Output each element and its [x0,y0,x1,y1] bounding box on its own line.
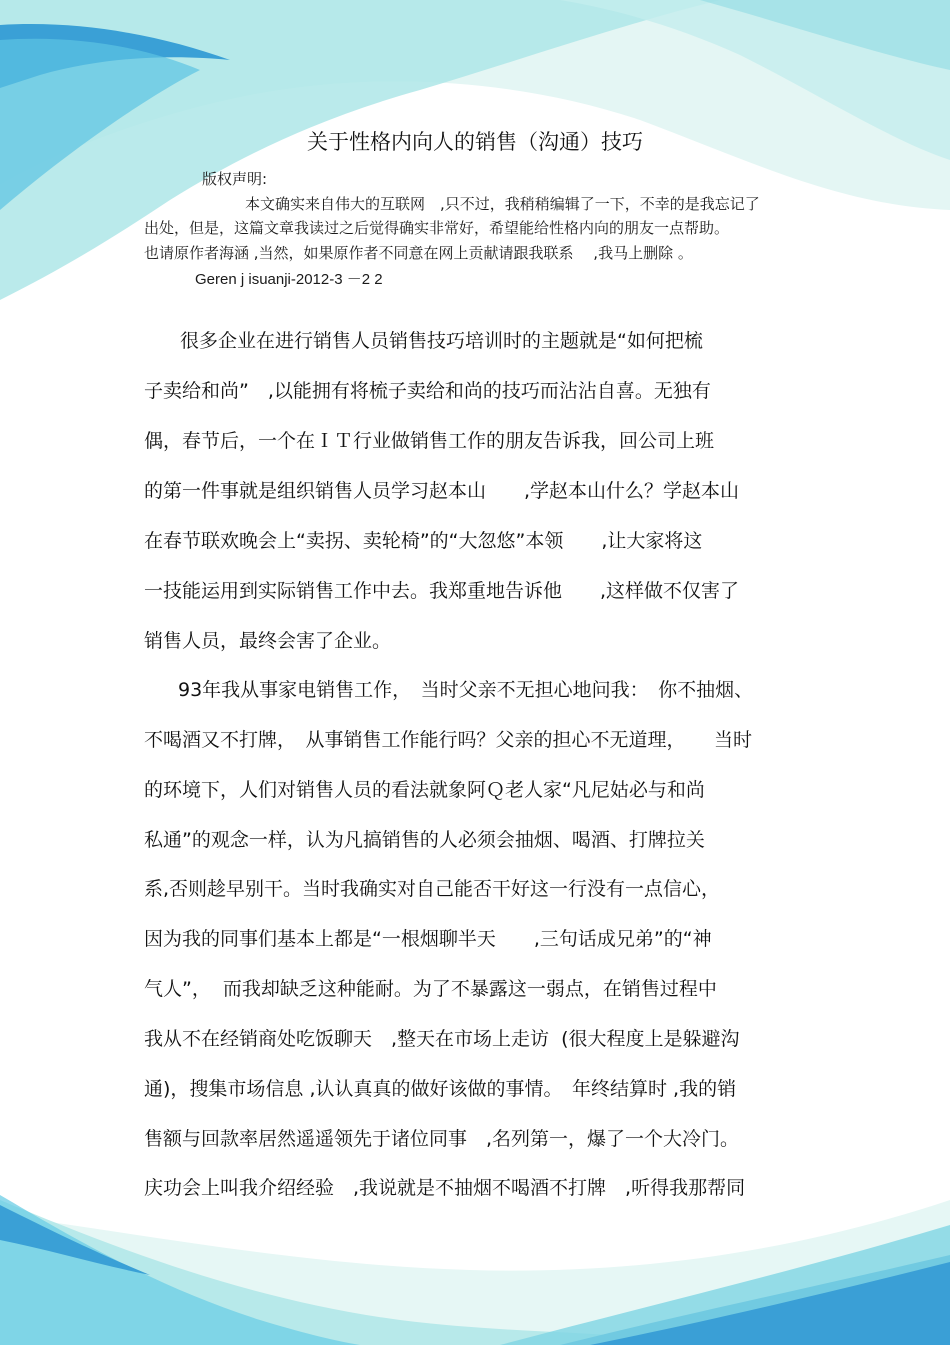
body-line: 不喝酒又不打牌， 从事销售工作能行吗？父亲的担心不无道理， 当时 [144,729,753,751]
body-line: 一技能运用到实际销售工作中去。我郑重地告诉他 ,这样做不仅害了 [144,580,740,602]
body-line: 气人”， 而我却缺乏这种能耐。为了不暴露这一弱点，在销售过程中 [144,978,717,1000]
body-line: 私通”的观念一样，认为凡搞销售的人必须会抽烟、喝酒、打牌拉关 [144,829,705,851]
copyright-line: 本文确实来自伟大的互联网 ,只不过，我稍稍编辑了一下，不幸的是我忘记了 [245,195,760,213]
copyright-line: 出处，但是，这篇文章我读过之后觉得确实非常好，希望能给性格内向的朋友一点帮助。 [144,219,730,237]
copyright-line: 也请原作者海涵 ,当然，如果原作者不同意在网上贡献请跟我联系 ,我马上删除 。 [144,244,693,262]
body-line: 售额与回款率居然遥遥领先于诸位同事 ,名列第一，爆了一个大冷门。 [144,1128,740,1150]
body-line: 销售人员，最终会害了企业。 [144,630,392,652]
body-line: 通)，搜集市场信息 ,认认真真的做好该做的事情。 年终结算时 ,我的销 [144,1078,737,1100]
body-line: 的环境下，人们对销售人员的看法就象阿Ｑ老人家“凡尼姑必与和尚 [144,779,705,801]
body-line: 庆功会上叫我介绍经验 ,我说就是不抽烟不喝酒不打牌 ,听得我那帮同 [144,1177,746,1199]
body-line: 因为我的同事们基本上都是“一根烟聊半天 ,三句话成兄弟”的“神 [144,928,712,950]
document-title: 关于性格内向人的销售（沟通）技巧 [307,130,643,154]
copyright-signature: Geren j isuanji-2012-3 －2 2 [195,271,383,288]
body-line: 我从不在经销商处吃饭聊天 ,整天在市场上走访 (很大程度上是躲避沟 [144,1028,740,1050]
body-line: 在春节联欢晚会上“卖拐、卖轮椅”的“大忽悠”本领 ,让大家将这 [144,530,703,552]
body-line: 的第一件事就是组织销售人员学习赵本山 ,学赵本山什么？学赵本山 [144,480,740,502]
copyright-heading: 版权声明: [202,170,268,188]
body-line: 很多企业在进行销售人员销售技巧培训时的主题就是“如何把梳 [180,330,703,352]
body-line: 偶，春节后，一个在ＩＴ行业做销售工作的朋友告诉我，回公司上班 [144,430,715,452]
body-line: 93年我从事家电销售工作， 当时父亲不无担心地问我： 你不抽烟、 [178,679,754,701]
body-line: 系,否则趁早别干。当时我确实对自己能否干好这一行没有一点信心， [144,878,721,900]
body-line: 子卖给和尚” ,以能拥有将梳子卖给和尚的技巧而沾沾自喜。无独有 [144,380,711,402]
